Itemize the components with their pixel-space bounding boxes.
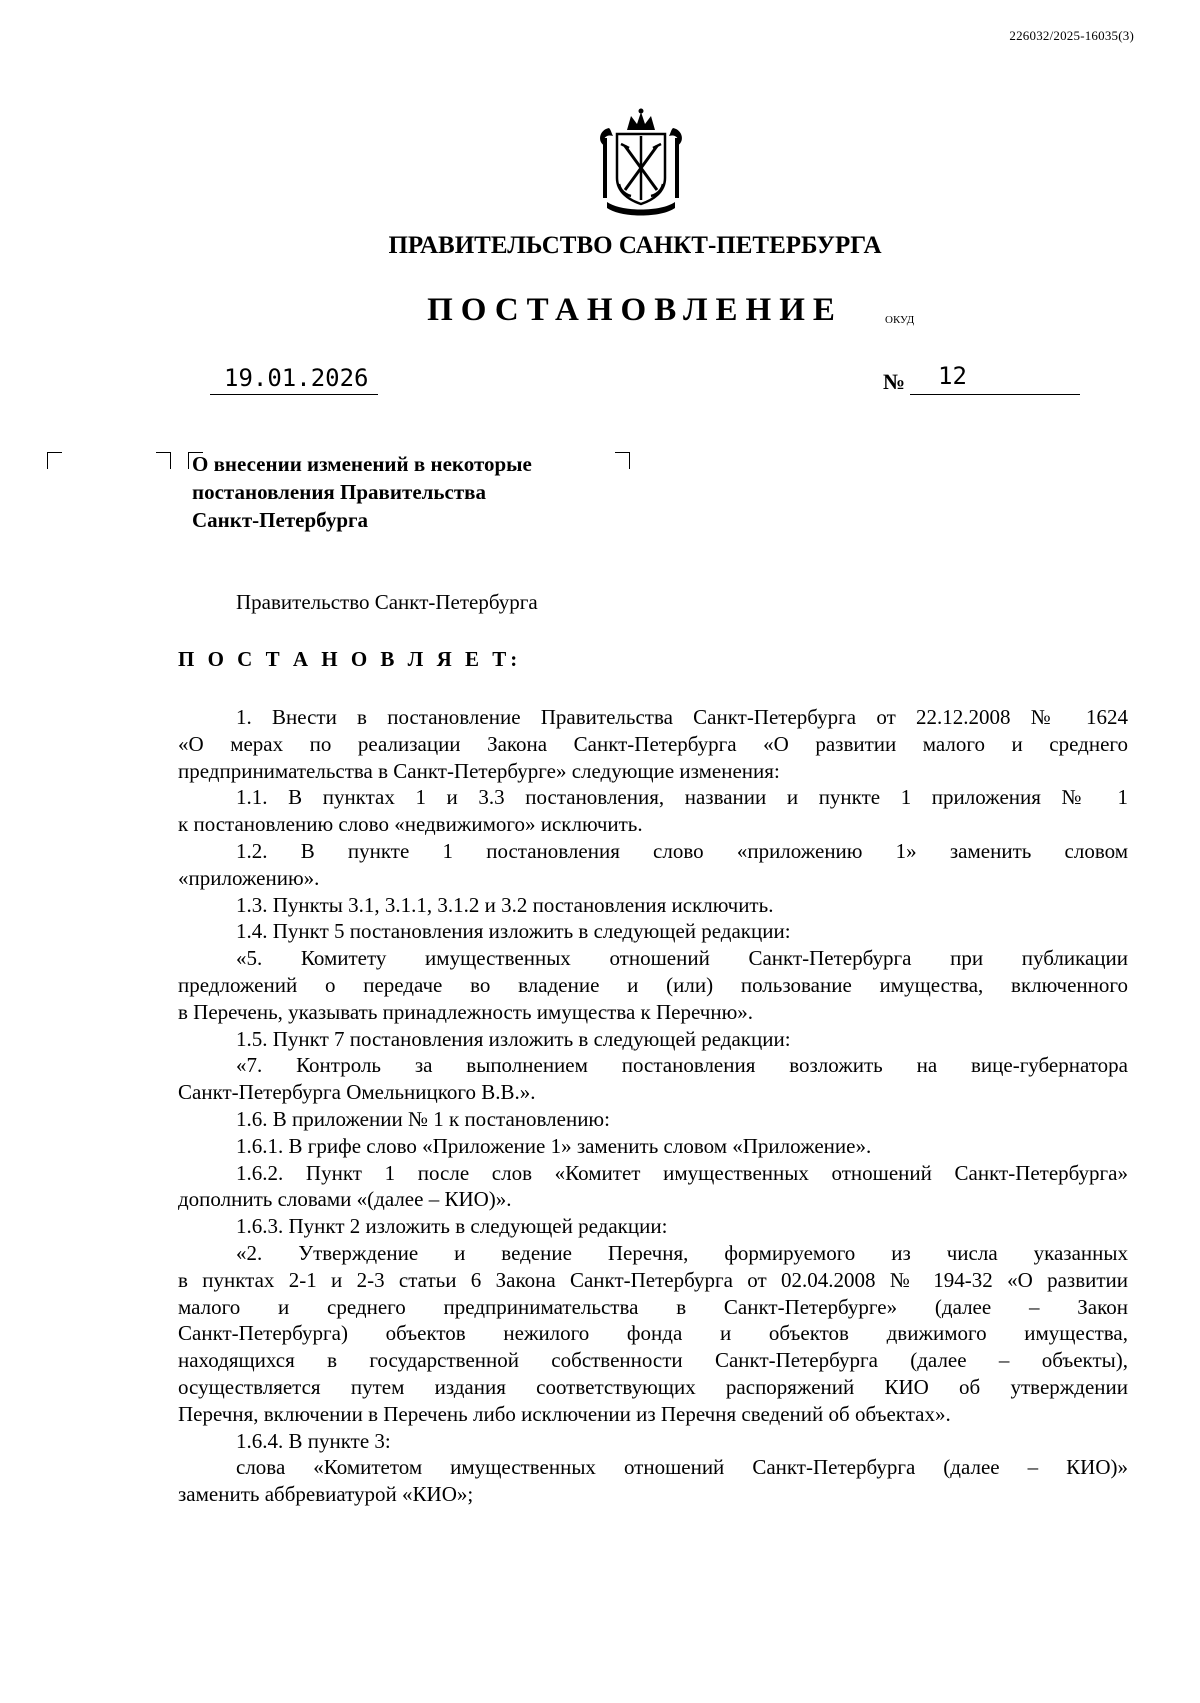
body-line: 1.6. В приложении № 1 к постановлению:: [236, 1106, 610, 1131]
body-line: Перечня, включении в Перечень либо исключении из Перечня сведений об объектах».: [178, 1401, 951, 1426]
body-line: Санкт-Петербурга Омельницкого В.В.».: [178, 1080, 536, 1105]
body-line: в пунктах 2-1 и 2-3 статьи 6 Закона Санкт-Петербурга от 02.04.2008 № 194-32 «О развитии: [178, 1267, 1128, 1292]
body-line: малого и среднего предпринимательства в Санкт-Петербурге» (далее – Закон: [178, 1294, 1128, 1319]
corner-bracket-left: [47, 452, 62, 469]
subject-line: постановления Правительства: [192, 480, 486, 504]
document-body: [178, 704, 1128, 1508]
document-number: 226032/2025-16035(3): [1009, 28, 1134, 43]
number-label: №: [883, 369, 906, 394]
body-line: «О мерах по реализации Закона Санкт-Петербурга «О развитии малого и среднего: [178, 731, 1128, 756]
body-line: 1.3. Пункты 3.1, 3.1.1, 3.1.2 и 3.2 постановления исключить.: [236, 892, 774, 917]
coat-of-arms-icon: [591, 108, 691, 218]
body-line: «2. Утверждение и ведение Перечня, формируемого из числа указанных: [236, 1240, 1128, 1265]
body-line: 1.4. Пункт 5 постановления изложить в следующей редакции:: [236, 919, 791, 944]
body-line: Санкт-Петербурга) объектов нежилого фонда и объектов движимого имущества,: [178, 1321, 1128, 1346]
organization-title: ПРАВИТЕЛЬСТВО САНКТ-ПЕТЕРБУРГА: [388, 232, 882, 259]
subject-line: Санкт-Петербурга: [192, 508, 369, 532]
body-line: заменить аббревиатурой «КИО»;: [178, 1482, 474, 1507]
document-date: 19.01.2026: [224, 364, 369, 392]
body-line: 1.2. В пункте 1 постановления слово «приложению 1» заменить словом: [236, 838, 1128, 863]
body-line: 1.6.1. В грифе слово «Приложение 1» заменить словом «Приложение».: [236, 1133, 872, 1158]
body-line: 1.5. Пункт 7 постановления изложить в следующей редакции:: [236, 1026, 791, 1051]
okud-label: ОКУД: [885, 314, 915, 326]
body-line: 1.6.3. Пункт 2 изложить в следующей редакции:: [236, 1214, 668, 1239]
subject-line: О внесении изменений в некоторые: [192, 452, 532, 476]
subject-heading: [192, 450, 612, 534]
body-line: «приложению».: [178, 865, 320, 890]
body-line: 1.6.4. В пункте 3:: [236, 1428, 391, 1453]
resolves-heading: П О С Т А Н О В Л Я Е Т:: [178, 647, 522, 671]
body-line: 1.6.2. Пункт 1 после слов «Комитет имущественных отношений Санкт-Петербурга»: [236, 1160, 1128, 1185]
body-line: в Перечень, указывать принадлежность имущества к Перечню».: [178, 999, 754, 1024]
body-line: слова «Комитетом имущественных отношений Санкт-Петербурга (далее – КИО)»: [236, 1455, 1128, 1480]
body-line: дополнить словами «(далее – КИО)».: [178, 1187, 512, 1212]
body-line: 1.1. В пунктах 1 и 3.3 постановления, названии и пункте 1 приложения № 1: [236, 785, 1128, 810]
corner-bracket-right: [615, 452, 630, 469]
body-line: предпринимательства в Санкт-Петербурге» следующие изменения:: [178, 758, 780, 783]
body-line: находящихся в государственной собственности Санкт-Петербурга (далее – объекты),: [178, 1348, 1128, 1373]
body-line: 1. Внести в постановление Правительства Санкт-Петербурга от 22.12.2008 № 1624: [236, 705, 1128, 729]
body-line: «5. Комитету имущественных отношений Санкт-Петербурга при публикации: [236, 946, 1128, 971]
corner-bracket-mid-left: [156, 452, 171, 469]
body-line: осуществляется путем издания соответствующих распоряжений КИО об утверждении: [178, 1374, 1128, 1399]
body-line: предложений о передаче во владение и (или) пользование имущества, включенного: [178, 972, 1128, 997]
document-type-title: ПОСТАНОВЛЕНИЕ: [427, 292, 843, 328]
number-field: [910, 356, 1080, 395]
date-field: [210, 356, 378, 395]
body-line: «7. Контроль за выполнением постановления возложить на вице-губернатора: [236, 1053, 1128, 1078]
intro-text: Правительство Санкт-Петербурга: [236, 590, 538, 614]
document-number-value: 12: [938, 362, 967, 390]
body-line: к постановлению слово «недвижимого» исключить.: [178, 812, 643, 837]
